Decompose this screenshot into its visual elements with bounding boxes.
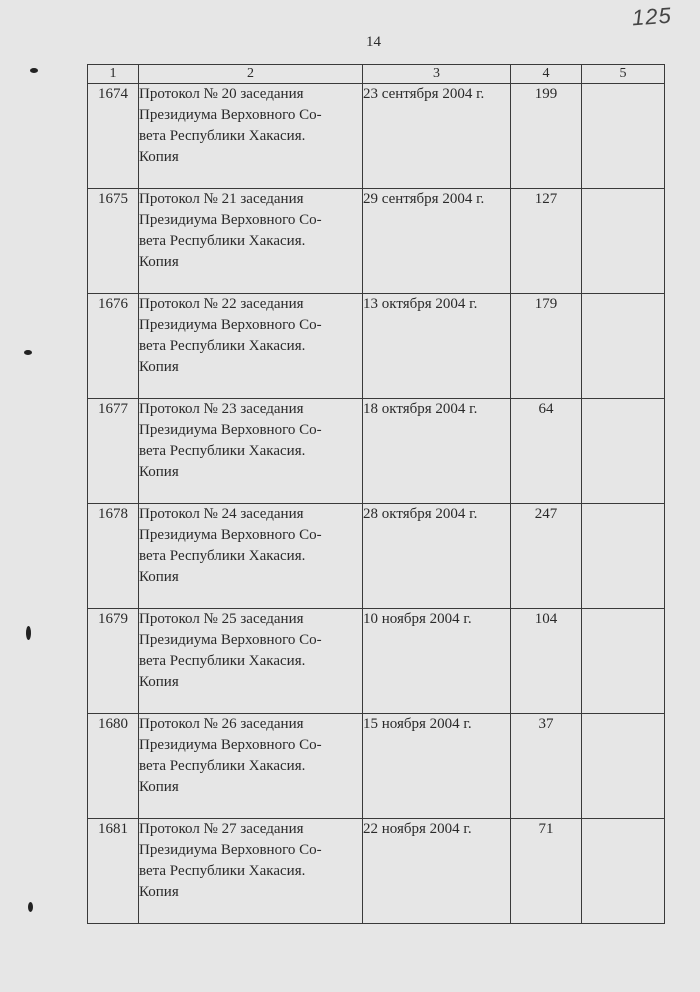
item-title (139, 189, 363, 294)
title-line: Протокол № 26 заседания (139, 716, 304, 732)
item-sheet-count: 127 (511, 189, 582, 294)
title-line: Президиума Верховного Со- (139, 107, 322, 123)
item-note (582, 714, 665, 819)
table-row (88, 189, 665, 294)
title-line: вета Республики Хакасия. (139, 443, 306, 459)
title-line: Президиума Верховного Со- (139, 317, 322, 333)
item-sheet-count: 37 (511, 714, 582, 819)
title-line: Копия (139, 884, 179, 900)
item-title (139, 819, 363, 924)
item-date: 13 октября 2004 г. (363, 294, 511, 399)
item-sheet-count: 64 (511, 399, 582, 504)
title-line: Протокол № 24 заседания (139, 506, 304, 522)
table-row (88, 714, 665, 819)
table-row (88, 504, 665, 609)
title-line: Копия (139, 779, 179, 795)
item-date: 29 сентября 2004 г. (363, 189, 511, 294)
item-title (139, 294, 363, 399)
title-line: Протокол № 20 заседания (139, 86, 304, 102)
table-row (88, 399, 665, 504)
item-number: 1674 (88, 84, 139, 189)
binding-hole-mark (30, 68, 38, 73)
item-date: 28 октября 2004 г. (363, 504, 511, 609)
binding-hole-mark (26, 626, 31, 640)
item-number: 1678 (88, 504, 139, 609)
title-line: Копия (139, 569, 179, 585)
title-line: Президиума Верховного Со- (139, 212, 322, 228)
item-note (582, 609, 665, 714)
item-title (139, 609, 363, 714)
inventory-table (87, 64, 665, 924)
title-line: Президиума Верховного Со- (139, 842, 322, 858)
item-note (582, 819, 665, 924)
item-date: 18 октября 2004 г. (363, 399, 511, 504)
item-note (582, 399, 665, 504)
title-line: Президиума Верховного Со- (139, 527, 322, 543)
title-line: Президиума Верховного Со- (139, 422, 322, 438)
item-date: 10 ноября 2004 г. (363, 609, 511, 714)
item-sheet-count: 179 (511, 294, 582, 399)
title-line: вета Республики Хакасия. (139, 338, 306, 354)
table-row (88, 609, 665, 714)
title-line: Протокол № 27 заседания (139, 821, 304, 837)
title-line: вета Республики Хакасия. (139, 758, 306, 774)
item-note (582, 84, 665, 189)
column-header: 4 (511, 65, 582, 84)
item-title (139, 399, 363, 504)
item-note (582, 294, 665, 399)
title-line: Копия (139, 359, 179, 375)
table-header-row (88, 65, 665, 84)
title-line: Президиума Верховного Со- (139, 632, 322, 648)
title-line: вета Республики Хакасия. (139, 233, 306, 249)
item-number: 1680 (88, 714, 139, 819)
item-sheet-count: 104 (511, 609, 582, 714)
column-header: 1 (88, 65, 139, 84)
item-date: 23 сентября 2004 г. (363, 84, 511, 189)
title-line: Президиума Верховного Со- (139, 737, 322, 753)
title-line: вета Республики Хакасия. (139, 863, 306, 879)
page-number: 14 (366, 34, 381, 50)
item-date: 22 ноября 2004 г. (363, 819, 511, 924)
title-line: Протокол № 22 заседания (139, 296, 304, 312)
item-sheet-count: 199 (511, 84, 582, 189)
item-title (139, 84, 363, 189)
title-line: Протокол № 21 заседания (139, 191, 304, 207)
item-sheet-count: 247 (511, 504, 582, 609)
item-number: 1679 (88, 609, 139, 714)
binding-hole-mark (24, 350, 32, 355)
item-title (139, 714, 363, 819)
title-line: Протокол № 23 заседания (139, 401, 304, 417)
archive-sheet-number: 125 (631, 2, 673, 31)
title-line: Копия (139, 254, 179, 270)
item-title (139, 504, 363, 609)
title-line: Протокол № 25 заседания (139, 611, 304, 627)
title-line: вета Республики Хакасия. (139, 548, 306, 564)
title-line: Копия (139, 464, 179, 480)
item-number: 1681 (88, 819, 139, 924)
item-number: 1677 (88, 399, 139, 504)
title-line: Копия (139, 149, 179, 165)
title-line: вета Республики Хакасия. (139, 128, 306, 144)
table-row (88, 819, 665, 924)
item-number: 1675 (88, 189, 139, 294)
item-number: 1676 (88, 294, 139, 399)
column-header: 3 (363, 65, 511, 84)
item-date: 15 ноября 2004 г. (363, 714, 511, 819)
table-row (88, 294, 665, 399)
item-note (582, 504, 665, 609)
column-header: 5 (582, 65, 665, 84)
title-line: Копия (139, 674, 179, 690)
column-header: 2 (139, 65, 363, 84)
title-line: вета Республики Хакасия. (139, 653, 306, 669)
item-sheet-count: 71 (511, 819, 582, 924)
binding-hole-mark (28, 902, 33, 912)
item-note (582, 189, 665, 294)
table-row (88, 84, 665, 189)
